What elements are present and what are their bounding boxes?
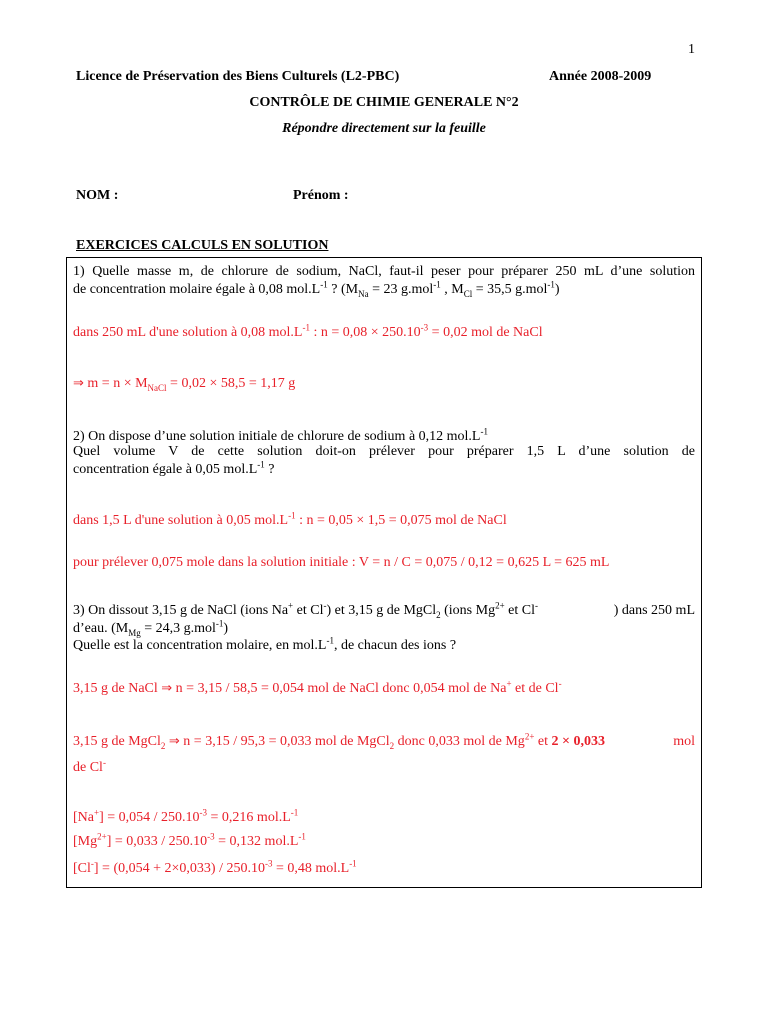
implies-arrow-icon: ⇒	[161, 681, 173, 696]
implies-arrow-icon: ⇒	[73, 376, 84, 391]
ex3-conc-na: $[Na^+] = 0,054 / 250.10^{-3} = 0,216$ $mol.L^{-1}$	[73, 807, 299, 825]
nom-label: NOM :	[76, 188, 119, 203]
ex1-answer-moles: dans 250 mL d'une solution à 0,08 $mol.L^{-1}$ : $n = 0,08 \times 250.10^{-3} = 0,02$ mol de NaCl	[73, 322, 543, 340]
ex1-answer-mass: ⇒ $m = n \times M_{NaCl} = 0,02 \times 58,5 = 1,17$ g	[73, 376, 296, 393]
ex3-question-line-1: 3) On dissout 3,15 g de NaCl (ions Na+ et Cl-) et 3,15 g de MgCl$_2$ (ions $Mg^{2+}$ et Cl- ) dans 250 mL	[73, 600, 695, 620]
ex1-question-line-1: 1) Quelle masse m, de chlorure de sodium, NaCl, faut-il peser pour préparer 250 mL d’une solution	[73, 264, 695, 279]
course-name: Licence de Préservation des Biens Culturels (L2-PBC)	[76, 69, 400, 84]
implies-arrow-icon: ⇒	[168, 734, 180, 749]
ex2-question-line-1: 2) On dispose d’une solution initiale de chlorure de sodium à 0,12 $mol.L^{-1}$	[73, 426, 488, 444]
prenom-label: Prénom :	[293, 188, 349, 203]
ex1-question-line-2: de concentration molaire égale à 0,08 $mol.L^{-1}$ ? ($M_{Na} = 23$ g.mol$^{-1}$ , $M_{Cl} = 35,5$ g.mol$^{-1}$)	[73, 279, 560, 299]
ex3-question-line-2: d’eau. ($M_{Mg} = 24,3$ g.mol$^{-1}$)	[73, 618, 229, 638]
ex3-answer-mgcl2-cont: de Cl-	[73, 757, 106, 775]
ex3-conc-cl: $[Cl^-] = (0,054 + 2\times 0,033) / 250.10^{-3} = 0,48$ $mol.L^{-1}$	[73, 858, 357, 876]
section-title: EXERCICES CALCULS EN SOLUTION	[76, 238, 329, 253]
ex2-answer-moles: dans 1,5 L d'une solution à 0,05 $mol.L^{-1}$ : n = 0,05 × 1,5 = 0,075 mol de NaCl	[73, 510, 507, 528]
page-subtitle: Répondre directement sur la feuille	[282, 121, 486, 136]
ex3-question-line-3: Quelle est la concentration molaire, en $mol.L^{-1}$, de chacun des ions ?	[73, 635, 457, 653]
ex3-answer-nacl: 3,15 g de NaCl ⇒ n = 3,15 / 58,5 = 0,054 mol de NaCl donc 0,054 mol de Na+ et de Cl-	[73, 678, 562, 696]
academic-year: Année 2008-2009	[549, 69, 652, 84]
ex3-conc-mg: $[Mg^{2+}] = 0,033 / 250.10^{-3} = 0,132$ $mol.L^{-1}$	[73, 831, 306, 849]
page-number: 1	[688, 42, 695, 57]
ex2-question-line-2: Quel volume V de cette solution doit-on prélever pour préparer 1,5 L d’une solution de	[73, 444, 695, 459]
exercise-box	[66, 257, 702, 888]
page-title: CONTRÔLE DE CHIMIE GENERALE N°2	[249, 95, 519, 110]
ex3-answer-mgcl2: 3,15 g de MgCl$_2$ ⇒ n = 3,15 / 95,3 = 0,033 mol de MgCl$_2$ donc 0,033 mol de $Mg^{2+}$ et 2 × 0,033 mol	[73, 731, 695, 751]
ex2-answer-volume: pour prélever 0,075 mole dans la solution initiale : V = n / C = 0,075 / 0,12 = 0,625 L = 625 mL	[73, 555, 610, 570]
ex2-question-line-3: concentration égale à 0,05 $mol.L^{-1}$ ?	[73, 459, 275, 477]
